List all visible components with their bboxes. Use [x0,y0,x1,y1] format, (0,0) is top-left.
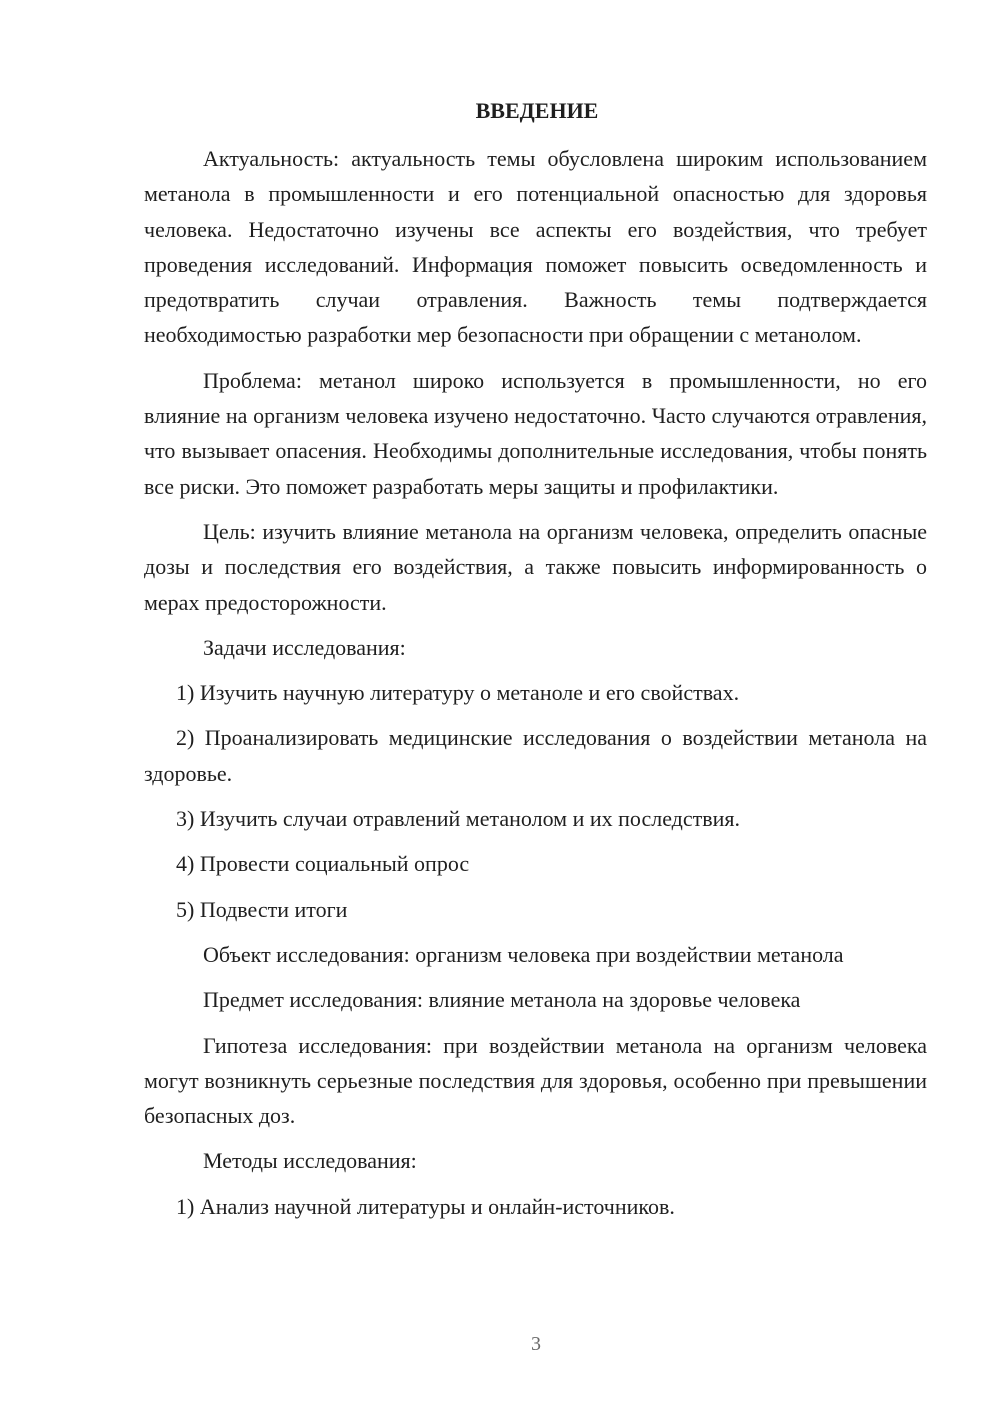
paragraph-subject: Предмет исследования: влияние метанола на здоровье человека [203,987,801,1013]
paragraph-relevance: Актуальность: актуальность темы обусловлена широким использованием метанола в промышленности и его потенциальной опасностью для здоровья человека. Недостаточно изучены все аспекты его воздействия, что требует проведения исследований. Информация поможет повысить осведомленность и предотвратить случаи отравления. Важность темы подтверждается необходимостью разработки мер безопасности при обращении с метанолом. [144,146,927,348]
tasks-heading: Задачи исследования: [203,634,406,660]
task-item: 2) Проанализировать медицинские исследования о воздействии метанола на здоровье. [144,725,927,786]
methods-heading: Методы исследования: [203,1148,417,1174]
task-item: 4) Провести социальный опрос [176,851,470,877]
paragraph-goal: Цель: изучить влияние метанола на организм человека, определить опасные дозы и последствия его воздействия, а также повысить информированность о мерах предосторожности. [144,518,927,615]
task-item: 3) Изучить случаи отравлений метанолом и их последствия. [176,806,741,832]
section-heading: ВВЕДЕНИЕ [475,98,599,123]
method-item: 1) Анализ научной литературы и онлайн-источников. [176,1193,675,1219]
task-item: 1) Изучить научную литературу о метаноле и его свойствах. [176,680,740,706]
page-number: 3 [531,1333,541,1355]
paragraph-problem: Проблема: метанол широко используется в промышленности, но его влияние на организм человека изучено недостаточно. Часто случаются отравления, что вызывает опасения. Необходимы дополнительные исследования, чтобы понять все риски. Это поможет разработать меры защиты и профилактики. [144,367,927,499]
paragraph-hypothesis: Гипотеза исследования: при воздействии метанола на организм человека могут возникнуть серьезные последствия для здоровья, особенно при превышении безопасных доз. [144,1032,927,1129]
paragraph-object: Объект исследования: организм человека при воздействии метанола [203,941,844,967]
document-body [144,141,927,1234]
task-item: 5) Подвести итоги [176,896,348,922]
